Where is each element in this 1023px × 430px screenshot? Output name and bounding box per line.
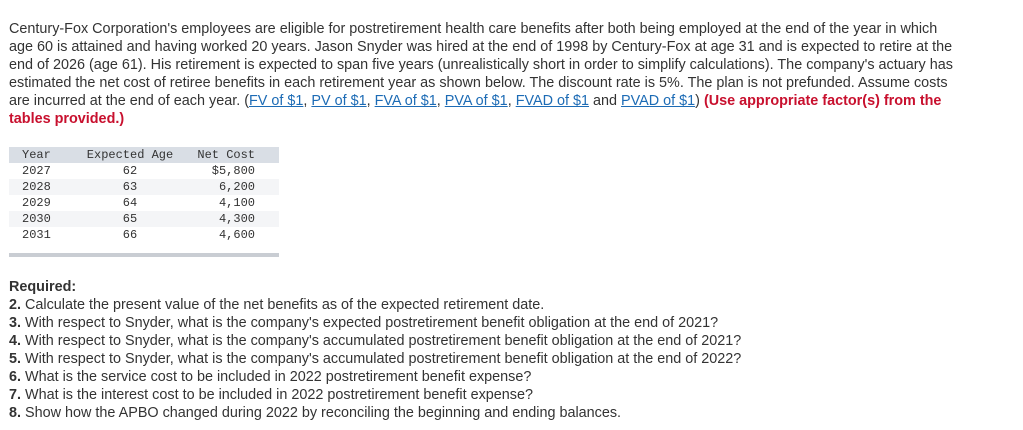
cell-year: 2031	[22, 228, 51, 242]
item-text: Calculate the present value of the net benefits as of the expected retirement date.	[21, 297, 545, 313]
required-item	[9, 350, 1009, 368]
link-fvad-of-1[interactable]: FVAD of $1	[515, 93, 590, 109]
cell-year: 2029	[22, 196, 51, 210]
separator: )	[695, 93, 704, 109]
required-item	[9, 386, 1009, 404]
header-year: Year	[9, 147, 71, 163]
cell-cost: 4,100	[218, 196, 255, 210]
item-text: With respect to Snyder, what is the company's accumulated postretirement benefit obligation at the end of 2022?	[21, 351, 742, 367]
item-number: 6.	[9, 369, 22, 385]
item-number: 7.	[9, 387, 22, 403]
table-header-row	[9, 147, 279, 163]
header-expected-age: Expected Age	[71, 147, 190, 163]
separator: ,	[366, 93, 375, 109]
cell-cost: $5,800	[211, 164, 255, 178]
separator: ,	[507, 93, 516, 109]
cell-cost: 4,300	[189, 211, 279, 227]
item-text: With respect to Snyder, what is the company's expected postretirement benefit obligation at the end of 2021?	[21, 315, 719, 331]
cell-age: 64	[122, 196, 138, 210]
problem-text: Century-Fox Corporation's employees are eligible for postretirement health care benefits after both being employed at the end of the year in which age 60 is attained and having worked 20 years. Jason Snyder was hired at the end of 1998 by Century-Fox at age 31 and is expected to retire at the end of 2026 (age 61). His retirement is expected to span five years (unrealistically short in order to simplify calculations). The company's actuary has estimated the net cost of retiree benefits in each retirement year as shown below. The discount rate is 5%. The plan is not prefunded. Assume costs are incurred at the end of each year. (	[9, 21, 953, 109]
net-cost-table	[9, 147, 279, 257]
problem-statement	[9, 20, 959, 128]
link-pvad-of-1[interactable]: PVAD of $1	[621, 93, 696, 109]
link-fva-of-1[interactable]: FVA of $1	[374, 93, 437, 109]
required-item	[9, 368, 1009, 386]
link-fv-of-1[interactable]: FV of $1	[249, 93, 304, 109]
item-number: 4.	[9, 333, 22, 349]
item-number: 8.	[9, 405, 22, 421]
cell-year: 2028	[9, 179, 71, 195]
separator: and	[589, 93, 622, 109]
table-row	[9, 195, 279, 211]
required-item	[9, 314, 1009, 332]
cell-age: 63	[71, 179, 190, 195]
item-text: What is the service cost to be included in 2022 postretirement benefit expense?	[21, 369, 532, 385]
item-number: 3.	[9, 315, 22, 331]
required-item	[9, 404, 1009, 422]
link-pva-of-1[interactable]: PVA of $1	[444, 93, 508, 109]
cell-age: 62	[122, 164, 138, 178]
cell-cost: 4,600	[218, 228, 255, 242]
cell-age: 65	[71, 211, 190, 227]
table-row	[9, 211, 279, 227]
item-text: What is the interest cost to be included in 2022 postretirement benefit expense?	[21, 387, 533, 403]
required-section	[9, 278, 1009, 422]
link-pv-of-1[interactable]: PV of $1	[311, 93, 367, 109]
cell-cost: 6,200	[189, 179, 279, 195]
table-bottom-border	[9, 253, 279, 257]
cell-age: 66	[122, 228, 138, 242]
required-title: Required:	[9, 279, 77, 295]
item-number: 2.	[9, 297, 22, 313]
item-text: With respect to Snyder, what is the company's accumulated postretirement benefit obligation at the end of 2021?	[21, 333, 742, 349]
item-text: Show how the APBO changed during 2022 by reconciling the beginning and ending balances.	[21, 405, 622, 421]
header-net-cost: Net Cost	[189, 147, 279, 163]
table-row	[9, 163, 279, 179]
cell-year: 2030	[9, 211, 71, 227]
table-row	[9, 227, 279, 243]
table-row	[9, 179, 279, 195]
required-item	[9, 296, 1009, 314]
item-number: 5.	[9, 351, 22, 367]
separator: ,	[436, 93, 445, 109]
cell-year: 2027	[22, 164, 51, 178]
instruction-text: (Use appropriate factor(s) from the tables provided.)	[9, 93, 942, 127]
separator: ,	[303, 93, 312, 109]
required-item	[9, 332, 1009, 350]
